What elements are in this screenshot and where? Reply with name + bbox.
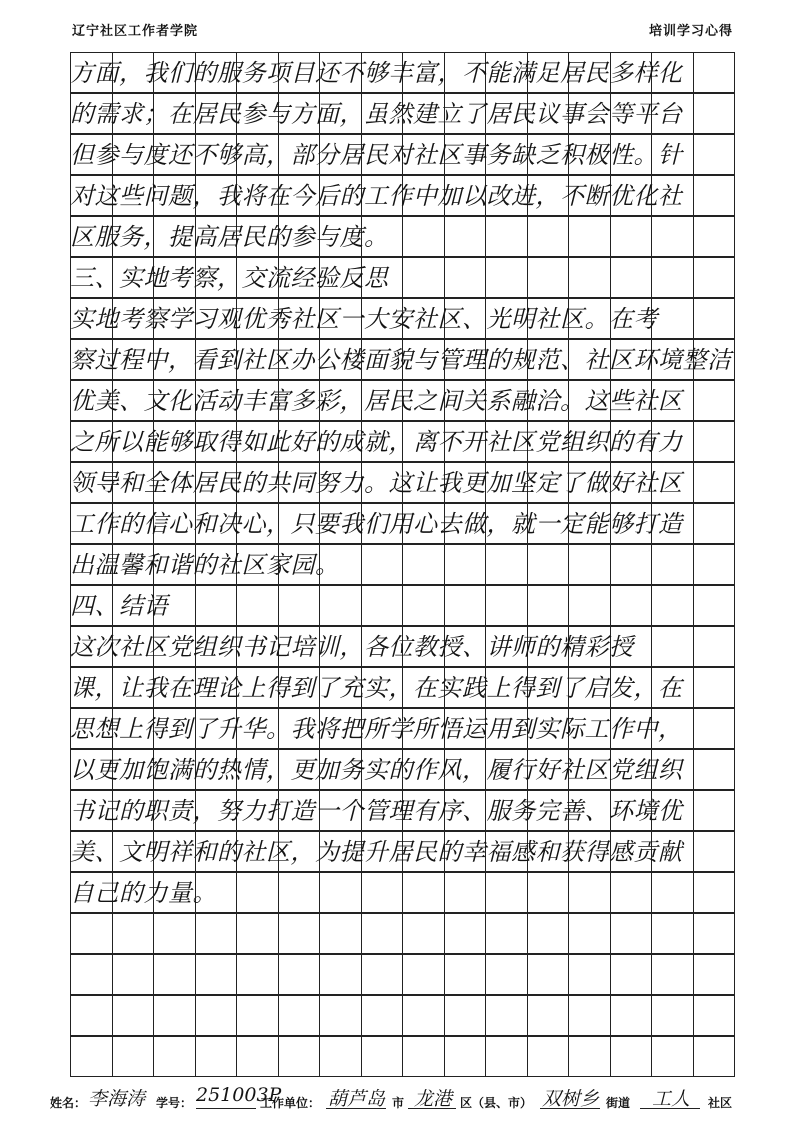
grid-row	[70, 626, 735, 667]
handwritten-line	[70, 1041, 735, 1073]
name-value: 李海涛	[88, 1088, 146, 1110]
handwritten-line: 领导和全体居民的共同努力。这让我更加坚定了做好社区	[70, 469, 683, 497]
document-type-title: 培训学习心得	[648, 24, 733, 39]
handwritten-line	[70, 918, 735, 950]
handwritten-line: 以更加饱满的热情，更加务实的作风，履行好社区党组织	[70, 756, 683, 784]
grid-row	[70, 175, 735, 216]
city-underline	[326, 1108, 386, 1109]
handwritten-line: 对这些问题，我将在今后的工作中加以改进，不断优化社	[70, 182, 683, 210]
street-label: 街道	[606, 1096, 631, 1110]
page-header	[0, 0, 799, 52]
handwritten-line: 课，让我在理论上得到了充实，在实践上得到了启发，在	[70, 674, 683, 702]
student-id-underline	[196, 1108, 256, 1109]
handwritten-line	[70, 1000, 735, 1032]
grid-row	[70, 503, 735, 544]
grid-row	[70, 380, 735, 421]
row-border-bottom	[70, 1076, 735, 1077]
handwritten-line	[70, 959, 735, 991]
institute-title: 辽宁社区工作者学院	[72, 24, 199, 39]
handwritten-line: 方面，我们的服务项目还不够丰富，不能满足居民多样化	[70, 59, 683, 87]
handwritten-line: 三、实地考察，交流经验反思	[70, 264, 389, 292]
student-id-value: 251003P	[196, 1084, 282, 1106]
grid-row	[70, 339, 735, 380]
handwritten-line: 的需求；在居民参与方面，虽然建立了居民议事会等平台	[70, 100, 683, 128]
district-value: 龙港	[414, 1088, 453, 1110]
grid-row	[70, 544, 735, 585]
handwritten-line: 优美、文化活动丰富多彩，居民之间关系融洽。这些社区	[70, 387, 683, 415]
community-value: 工人	[652, 1088, 691, 1110]
handwritten-line: 出温馨和谐的社区家园。	[70, 551, 340, 579]
handwritten-line: 区服务，提高居民的参与度。	[70, 223, 389, 251]
handwritten-line: 之所以能够取得如此好的成就，离不开社区党组织的有力	[70, 428, 683, 456]
grid-row	[70, 462, 735, 503]
footer-info	[0, 1080, 799, 1120]
student-id-label: 学号：	[156, 1096, 193, 1110]
grid-row	[70, 708, 735, 749]
grid-row	[70, 831, 735, 872]
handwritten-line: 但参与度还不够高，部分居民对社区事务缺乏积极性。针	[70, 141, 683, 169]
grid-row	[70, 872, 735, 913]
name-label: 姓名：	[50, 1096, 87, 1110]
grid-row	[70, 134, 735, 175]
grid-row	[70, 667, 735, 708]
handwritten-line: 工作的信心和决心，只要我们用心去做，就一定能够打造	[70, 510, 683, 538]
handwritten-line: 书记的职责，努力打造一个管理有序、服务完善、环境优	[70, 797, 683, 825]
street-value: 双树乡	[542, 1088, 600, 1110]
grid-row	[70, 421, 735, 462]
handwritten-line: 这次社区党组织书记培训，各位教授、讲师的精彩授	[70, 633, 634, 661]
grid-row	[70, 954, 735, 995]
street-underline	[540, 1108, 600, 1109]
community-underline	[640, 1108, 700, 1109]
grid-row	[70, 790, 735, 831]
handwritten-line: 实地考察学习观优秀社区一大安社区、光明社区。在考	[70, 305, 658, 333]
grid-sheet	[70, 52, 735, 1075]
grid-row	[70, 585, 735, 626]
work-unit-label: 工作单位：	[260, 1096, 321, 1110]
handwritten-line: 自己的力量。	[70, 879, 217, 907]
community-label: 社区	[708, 1096, 733, 1110]
handwritten-line: 察过程中，看到社区办公楼面貌与管理的规范、社区环境整洁	[70, 346, 732, 374]
handwritten-line: 思想上得到了升华。我将把所学所悟运用到实际工作中，	[70, 715, 683, 743]
grid-row	[70, 913, 735, 954]
handwritten-line: 四、结语	[70, 592, 168, 620]
grid-row	[70, 52, 735, 93]
handwritten-line: 美、文明祥和的社区，为提升居民的幸福感和获得感贡献	[70, 838, 683, 866]
grid-row	[70, 216, 735, 257]
district-label: 区（县、市）	[460, 1096, 533, 1110]
grid-row	[70, 1036, 735, 1077]
grid-row	[70, 995, 735, 1036]
district-underline	[408, 1108, 456, 1109]
grid-row	[70, 749, 735, 790]
grid-row	[70, 93, 735, 134]
city-value: 葫芦岛	[328, 1088, 386, 1110]
grid-row	[70, 257, 735, 298]
grid-row	[70, 298, 735, 339]
city-label: 市	[392, 1096, 405, 1110]
